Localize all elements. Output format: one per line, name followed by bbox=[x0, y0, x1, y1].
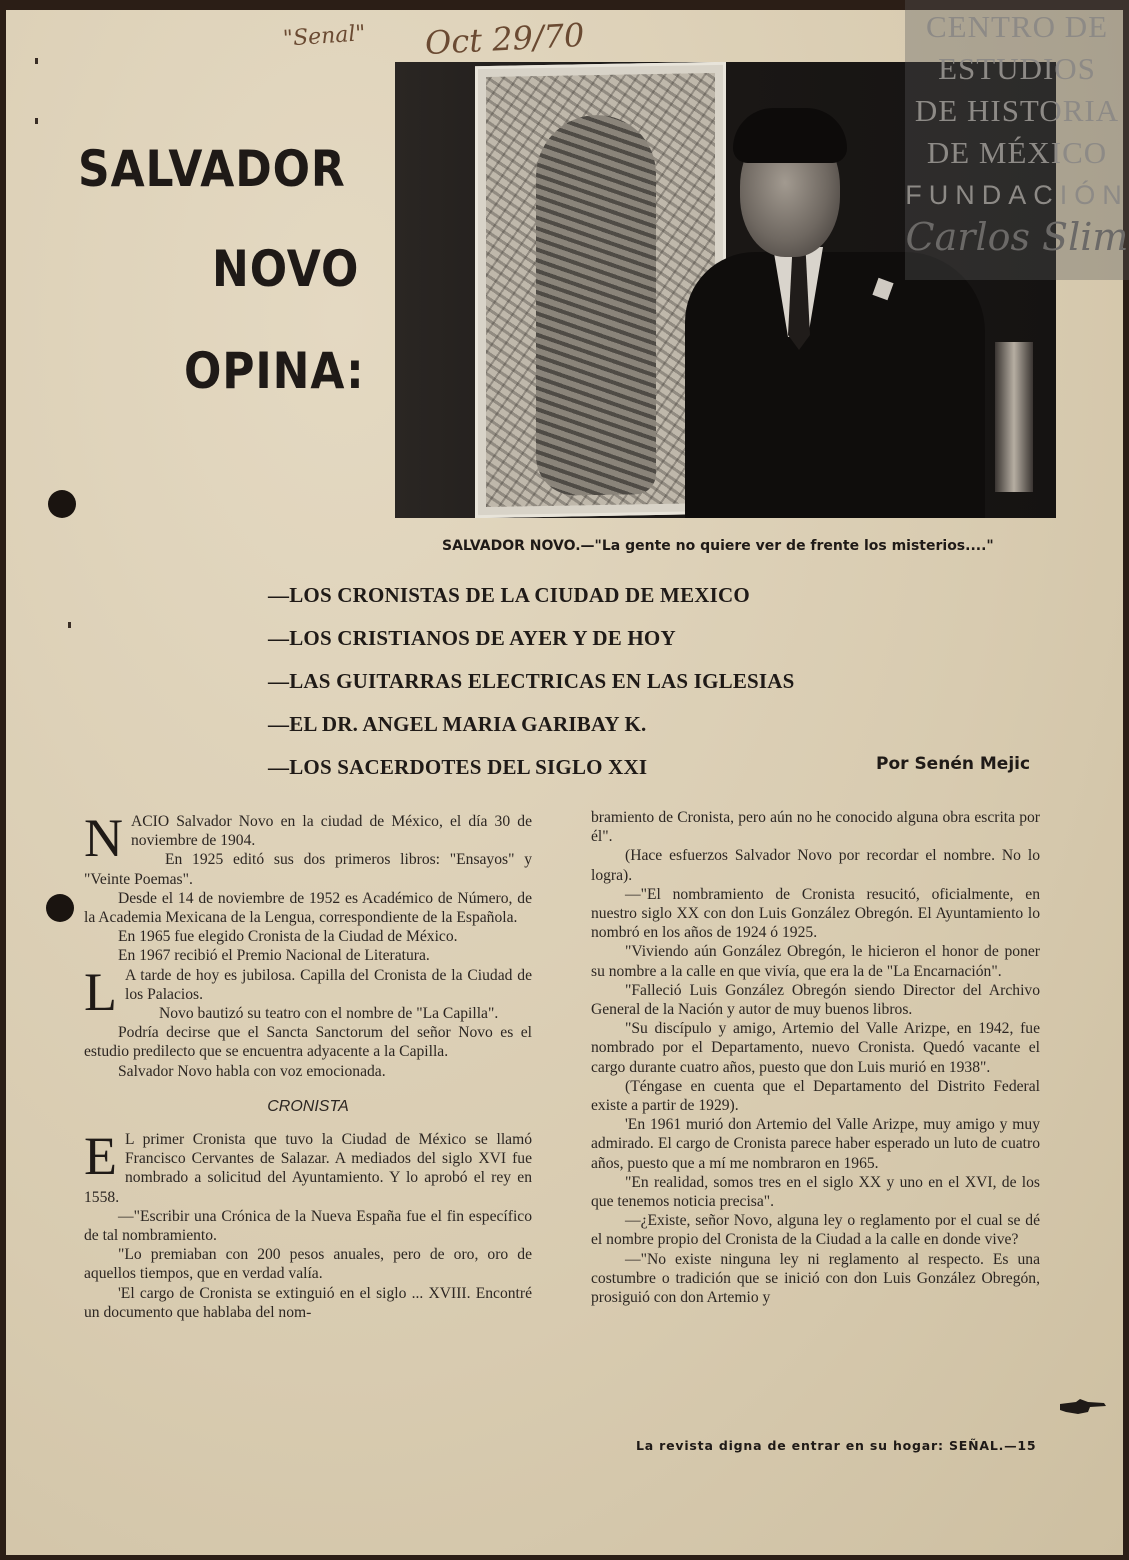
title-line-3: OPINA: bbox=[184, 342, 365, 400]
paragraph: (Téngase en cuenta que el Departamento del Distrito Federal existe a partir de 1929). bbox=[591, 1077, 1040, 1115]
paragraph: "Viviendo aún González Obregón, le hicieron el honor de poner su nombre a la calle en que vivía, que era la de "La Encarnación". bbox=[591, 943, 1040, 980]
headline: —EL DR. ANGEL MARIA GARIBAY K. bbox=[268, 712, 647, 736]
paragraph: En 1925 editó sus dos primeros libros: "Ensayos" y "Veinte Poemas". bbox=[84, 851, 532, 888]
page-footer: La revista digna de entrar en su hogar: SEÑAL.—15 bbox=[636, 1438, 1037, 1453]
title-line-2: NOVO bbox=[212, 240, 360, 298]
paragraph: En 1965 fue elegido Cronista de la Ciudad de México. bbox=[118, 928, 458, 946]
paragraph: —¿Existe, señor Novo, alguna ley o reglamento por el cual se dé el nombre propio del Cronista de la Ciudad a la calle en donde vive? bbox=[591, 1212, 1040, 1249]
paragraph: 'En 1961 murió don Artemio del Valle Arizpe, muy amigo y muy admirado. El cargo de Cronista parece haber esperado un luto de cuatro años, puesto que a mí me nombraron en 1965. bbox=[591, 1116, 1040, 1172]
handwritten-note-date: Oct 29/70 bbox=[424, 15, 586, 63]
paragraph: "En realidad, somos tres en el siglo XX y uno en el XVI, de los que tenemos noticia precisa". bbox=[591, 1173, 1040, 1211]
paragraph: —"Escribir una Crónica de la Nueva España fue el fin específico de tal nombramiento. bbox=[84, 1207, 532, 1245]
section-subhead: CRONISTA bbox=[267, 1097, 349, 1115]
paragraph: 'El cargo de Cronista se extinguió en el siglo ... XVIII. Encontré un documento que hablaba del nom- bbox=[84, 1284, 532, 1321]
watermark-line: ESTUDIOS bbox=[938, 51, 1096, 86]
man-hair bbox=[733, 108, 847, 163]
headline: —LOS SACERDOTES DEL SIGLO XXI bbox=[268, 755, 648, 779]
photo-caption: SALVADOR NOVO.—"La gente no quiere ver de frente los misterios...." bbox=[442, 538, 994, 554]
margin-mark bbox=[68, 622, 71, 628]
drop-cap: N bbox=[84, 808, 123, 868]
man-suit bbox=[685, 252, 985, 518]
paragraph: bramiento de Cronista, pero aún no he conocido alguna obra escrita por él". bbox=[591, 809, 1040, 846]
paragraph: L A tarde de hoy es jubilosa. Capilla del Cronista de la Ciudad de los Palacios. bbox=[84, 961, 532, 1022]
article-column-right bbox=[591, 808, 1040, 1307]
margin-mark bbox=[35, 58, 38, 64]
paragraph: Salvador Novo habla con voz emocionada. bbox=[118, 1062, 386, 1080]
paragraph: En 1967 recibió el Premio Nacional de Literatura. bbox=[118, 947, 430, 965]
archive-watermark bbox=[905, 0, 1129, 280]
margin-mark bbox=[35, 118, 38, 124]
lamp bbox=[995, 342, 1033, 492]
paragraph: NACIO Salvador Novo en la ciudad de México, el día 30 de noviembre de 1904. bbox=[84, 808, 532, 868]
paragraph: —"El nombramiento de Cronista resucitó, oficialmente, en nuestro siglo XX con don Luis González Obregón. El Ayuntamiento lo nombró en los años de 1924 ó 1925. bbox=[591, 885, 1040, 942]
article-column-left bbox=[84, 808, 532, 1322]
binder-hole bbox=[46, 894, 74, 922]
painted-figure bbox=[536, 114, 656, 496]
headline: —LOS CRONISTAS DE LA CIUDAD DE MEXICO bbox=[268, 583, 750, 607]
watermark-signature: Carlos Slim bbox=[905, 215, 1129, 259]
paragraph: "Su discípulo y amigo, Artemio del Valle Arizpe, en 1942, fue nombrado por el Departamento, nuevo Cronista. Quedó vacante el cargo durante cuatro años, puesto que don Luis murió en 1938". bbox=[591, 1020, 1040, 1076]
drop-cap: E bbox=[84, 1126, 117, 1187]
pointing-hand-icon bbox=[1058, 1396, 1108, 1418]
handwritten-note-source: "Senal" bbox=[282, 21, 367, 52]
paragraph: Podría decirse que el Sancta Sanctorum del señor Novo es el estudio predilecto que se encuentra adyacente a la Capilla. bbox=[84, 1024, 532, 1061]
paragraph: (Hace esfuerzos Salvador Novo por recordar el nombre. No lo logra). bbox=[591, 847, 1040, 884]
title-line-1: SALVADOR bbox=[78, 140, 346, 198]
headline: —LOS CRISTIANOS DE AYER Y DE HOY bbox=[268, 626, 676, 650]
watermark-line: CENTRO DE bbox=[925, 9, 1109, 44]
binder-hole bbox=[48, 490, 76, 518]
byline: Por Senén Mejic bbox=[876, 754, 1031, 774]
drop-cap: L bbox=[84, 961, 117, 1022]
watermark-fundacion: FUNDACIÓN bbox=[905, 180, 1129, 210]
headline-list bbox=[268, 580, 795, 795]
paragraph: E L primer Cronista que tuvo la Ciudad de México se llamó Francisco Cervantes de Salazar. A mediados del siglo XVI fue nombrado a solicitud del Ayuntamiento. Y lo aprobó el rey en 1558. bbox=[84, 1126, 532, 1206]
paragraph: "Falleció Luis González Obregón siendo Director del Archivo General de la Nación y autor de muy buenos libros. bbox=[591, 981, 1040, 1019]
headline: —LAS GUITARRAS ELECTRICAS EN LAS IGLESIAS bbox=[268, 669, 795, 693]
watermark-line: DE MÉXICO bbox=[926, 135, 1108, 170]
paragraph: "Lo premiaban con 200 pesos anuales, pero de oro, oro de aquellos tiempos, que en verdad valía. bbox=[84, 1246, 532, 1283]
paragraph: —"No existe ninguna ley ni reglamento al respecto. Es una costumbre o tradición que se inició con don Luis González Obregón, prosiguió con don Artemio y bbox=[591, 1250, 1040, 1307]
paragraph: Desde el 14 de noviembre de 1952 es Académico de Número, de la Academia Mexicana de la Lengua, correspondiente de la Española. bbox=[84, 889, 532, 927]
watermark-line: DE HISTORIA bbox=[914, 93, 1120, 128]
paragraph: Novo bautizó su teatro con el nombre de "La Capilla". bbox=[159, 1005, 499, 1023]
